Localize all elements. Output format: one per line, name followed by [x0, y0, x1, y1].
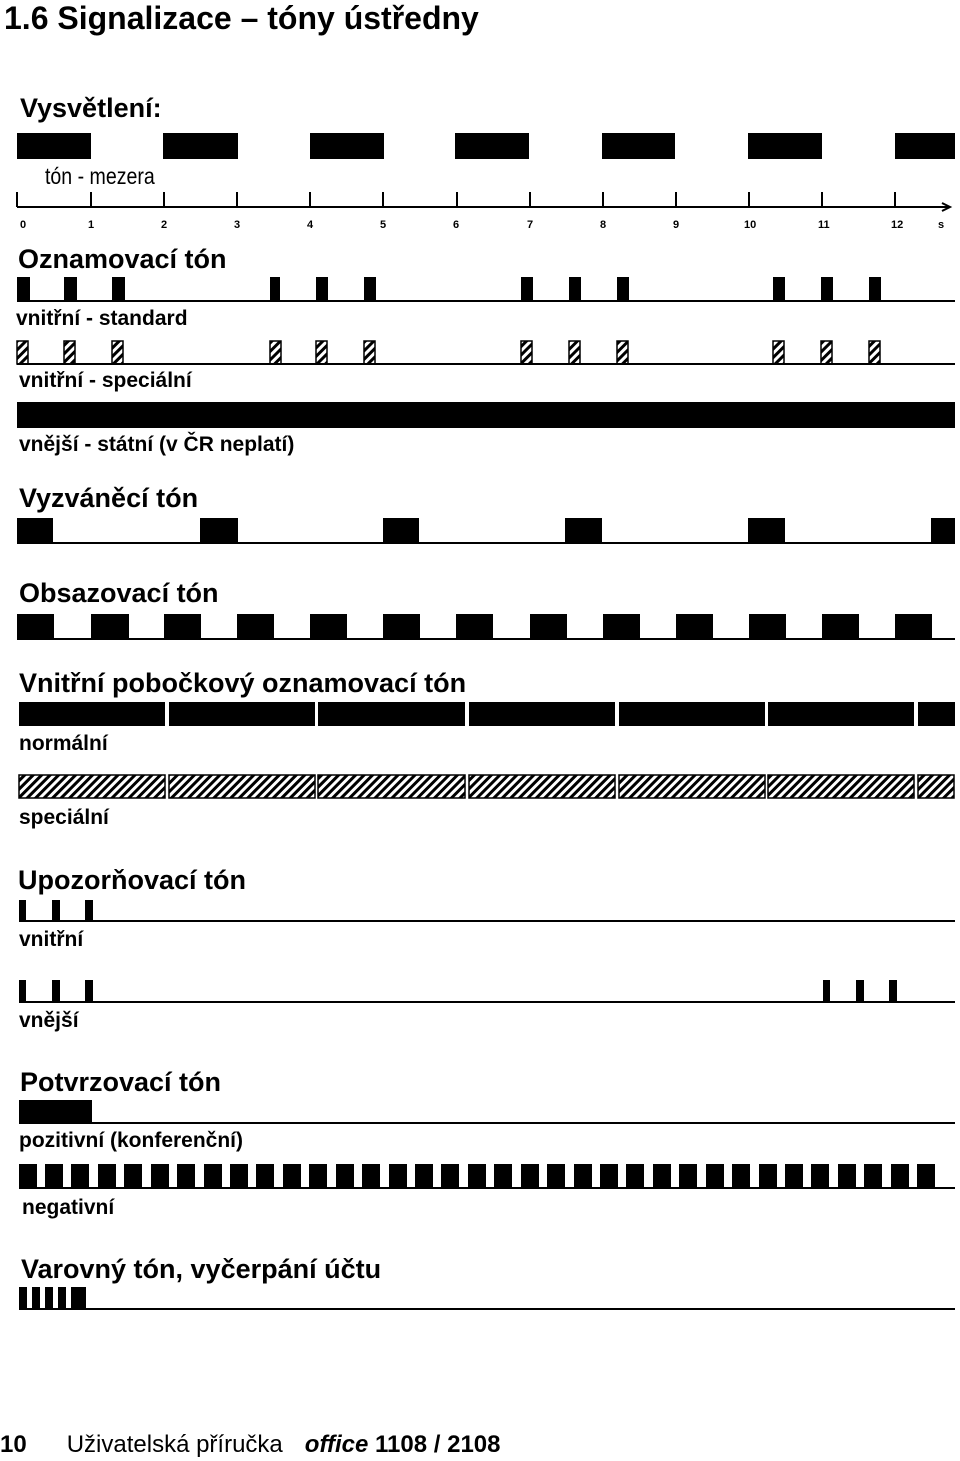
axis-tick-label: 9 — [673, 219, 680, 231]
axis-tick-label: 1 — [88, 219, 95, 231]
row-label: normální — [19, 732, 108, 755]
pattern-potvrzovaci-negativni — [19, 1164, 955, 1188]
axis-tick-label: 5 — [380, 219, 387, 231]
row-label: vnější - státní (v ČR neplatí) — [19, 433, 295, 456]
row-label: vnější — [19, 1009, 79, 1032]
heading-upozornovaci: Upozorňovací tón — [18, 865, 246, 895]
heading-potvrzovaci: Potvrzovací tón — [20, 1067, 222, 1097]
pattern-oznamovaci-statni — [17, 402, 955, 428]
axis-tick-label: 6 — [453, 219, 460, 231]
legend-pattern — [17, 133, 955, 159]
guide-title: Uživatelská příručka — [66, 1431, 283, 1458]
row-label: vnitřní - speciální — [19, 369, 192, 392]
heading-varovny: Varovný tón, vyčerpání účtu — [21, 1254, 382, 1284]
pattern-oznamovaci-specialni — [17, 341, 955, 364]
page-title: 1.6 Signalizace – tóny ústředny — [4, 0, 479, 36]
row-label: vnitřní — [19, 928, 84, 951]
row-label: pozitivní (konferenční) — [19, 1129, 244, 1152]
axis-tick-label: 11 — [818, 219, 830, 231]
product-name: office — [304, 1431, 369, 1458]
pattern-pobockovy-specialni — [19, 775, 954, 798]
axis-unit: s — [938, 219, 945, 231]
pattern-vyzvaneci — [17, 518, 955, 543]
axis-tick-label: 4 — [307, 219, 314, 231]
pattern-pobockovy-normalni — [19, 702, 955, 726]
heading-obsazovaci: Obsazovací tón — [19, 578, 219, 608]
pattern-oznamovaci-standard — [17, 277, 955, 301]
heading-pobockovy: Vnitřní pobočkový oznamovací tón — [19, 668, 467, 698]
pattern-varovny — [19, 1287, 955, 1309]
heading-vyzvaneci: Vyzváněcí tón — [19, 483, 199, 513]
product-model: 1108 / 2108 — [375, 1431, 501, 1458]
axis-tick-label: 0 — [20, 219, 27, 231]
axis-tick-label: 12 — [891, 219, 904, 231]
pattern-potvrzovaci-pozitivni — [19, 1100, 955, 1123]
pattern-upozornovaci-vnejsi — [19, 980, 955, 1002]
pattern-obsazovaci — [17, 614, 955, 639]
legend-heading: Vysvětlení: — [20, 93, 162, 123]
axis-tick-label: 3 — [234, 219, 241, 231]
heading-oznamovaci: Oznamovací tón — [18, 244, 227, 274]
axis-tick-label: 10 — [744, 219, 757, 231]
row-label: negativní — [22, 1196, 115, 1219]
page-number: 10 — [0, 1431, 27, 1458]
row-label: speciální — [19, 806, 109, 829]
row-label: vnitřní - standard — [16, 307, 188, 330]
axis-tick-label: 8 — [600, 219, 607, 231]
legend-label: tón - mezera — [45, 163, 155, 189]
time-axis — [17, 192, 950, 211]
footer — [0, 1433, 501, 1457]
axis-tick-label: 7 — [527, 219, 534, 231]
axis-tick-label: 2 — [161, 219, 168, 231]
pattern-upozornovaci-vnitrni — [19, 900, 955, 922]
